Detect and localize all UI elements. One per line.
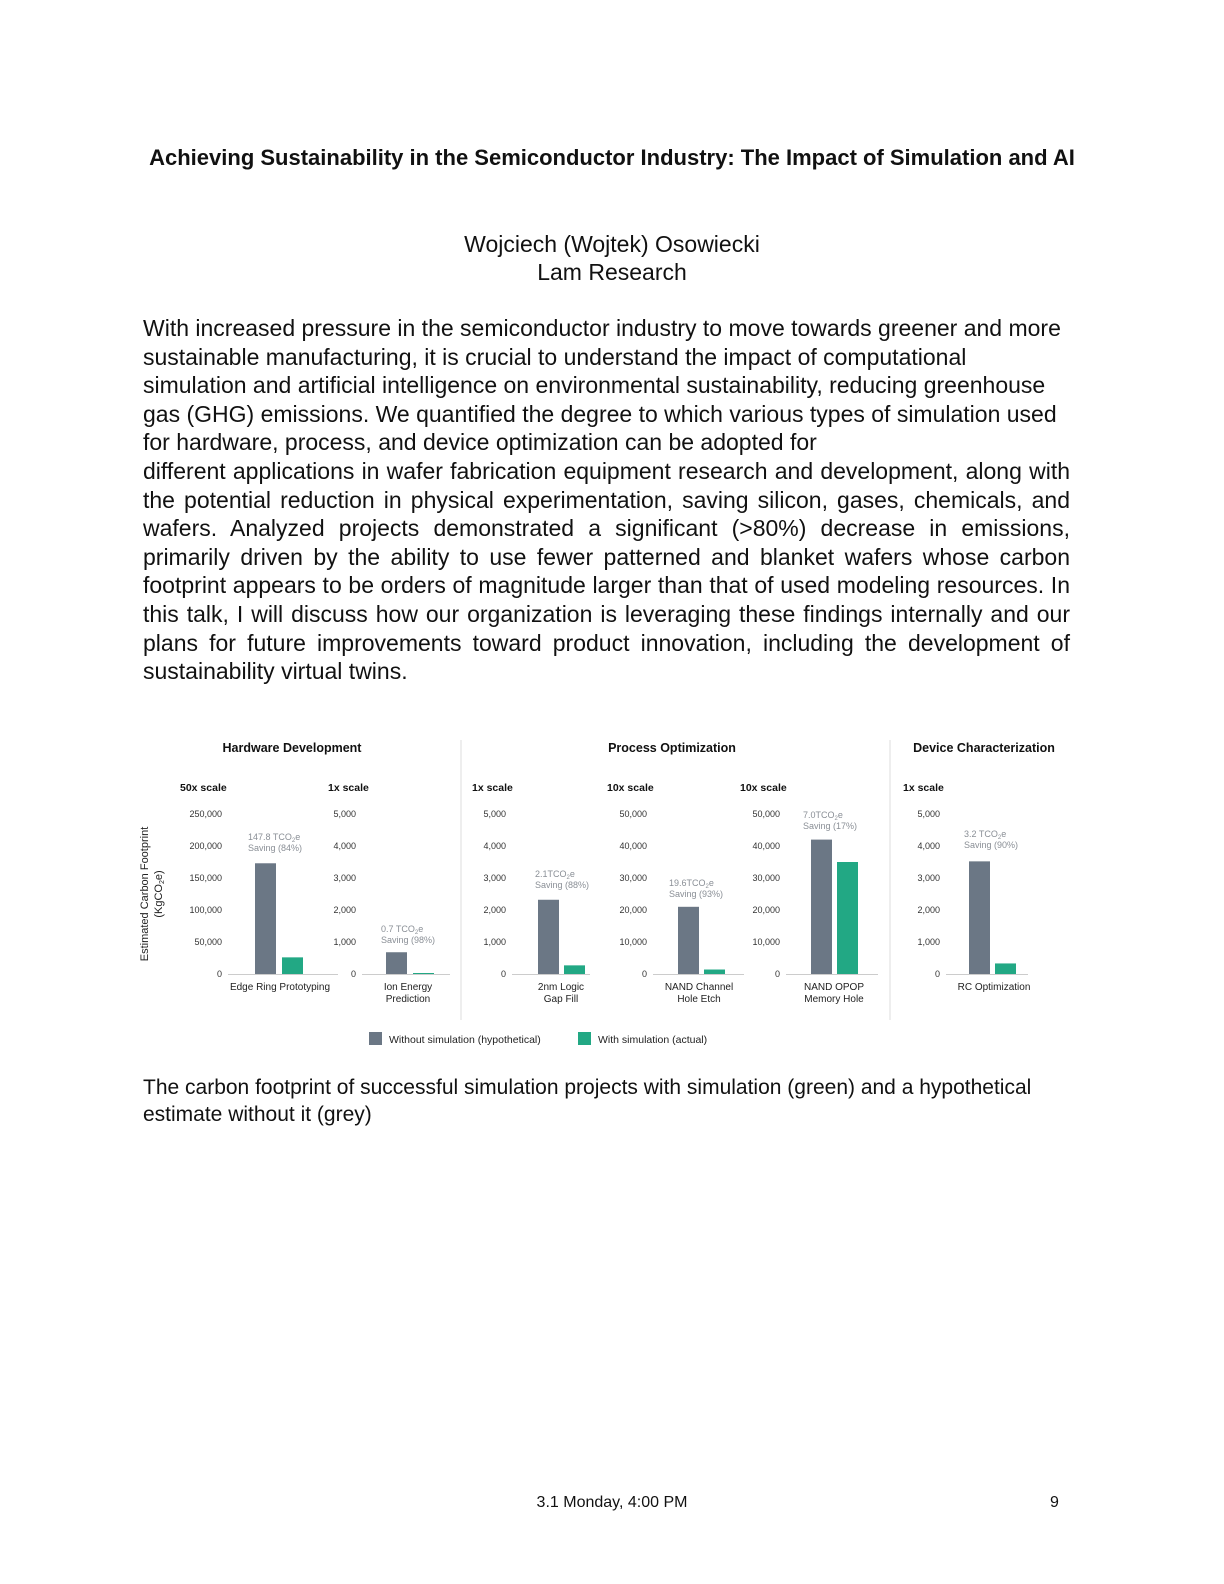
- tick-label: 0: [641, 969, 647, 979]
- tick-label: 20,000: [619, 905, 647, 915]
- bar-with-simulation: [837, 862, 858, 974]
- tick-label: 20,000: [752, 905, 780, 915]
- saving-annotation: 3.2 $TCO_2e$: [964, 829, 1007, 841]
- chart-ylabel-units: (KgCO2e): [153, 870, 166, 918]
- bar-without-simulation: [678, 907, 699, 974]
- author-affiliation: Lam Research: [537, 259, 687, 285]
- figure-caption: The carbon footprint of successful simulation projects with simulation (green) and a hypothetical estimate without it (grey): [143, 1076, 1032, 1126]
- category-label-line2: Hole Etch: [677, 994, 721, 1005]
- tick-label: 0: [934, 969, 940, 979]
- category-label: NAND Channel: [664, 982, 734, 993]
- tick-label: 150,000: [189, 873, 222, 883]
- abstract: [143, 314, 1070, 686]
- abstract-paragraph-2: different applications in wafer fabrication equipment research and development, along with the potential reduction in physical experimentation, saving silicon, gases, chemicals, and wafers. Analyzed projects demonstrated a significant (>80%) decrease in emissions, primarily driven by the ability to use fewer patterned and blanket wafers whose carbon footprint appears to be orders of magnitude larger than that of used modeling resources. In this talk, I will discuss how our organization is leveraging these findings internally and our plans for future improvements toward product innovation, including the development of sustainability virtual twins.: [143, 457, 1070, 685]
- saving-percentage: Saving (98%): [381, 935, 436, 945]
- tick-label: 5,000: [483, 809, 506, 819]
- saving-annotation: 147.8 $TCO_2e$: [248, 832, 301, 844]
- tick-label: 2,000: [333, 905, 356, 915]
- saving-percentage: Saving (93%): [669, 889, 724, 899]
- tick-label: 4,000: [917, 841, 940, 851]
- saving-annotation: $2.1TCO_2e$: [535, 869, 575, 881]
- bar-with-simulation: [413, 973, 434, 974]
- tick-label: 1,000: [483, 937, 506, 947]
- author-block: [140, 230, 1084, 286]
- carbon-footprint-figure: [138, 728, 1078, 1058]
- legend-swatch: [369, 1032, 382, 1045]
- page-number: 9: [1050, 1494, 1059, 1511]
- bar-without-simulation: [969, 861, 990, 974]
- scale-label: 50x scale: [180, 782, 227, 794]
- tick-label: 5,000: [917, 809, 940, 819]
- tick-label: 4,000: [483, 841, 506, 851]
- category-label: Ion Energy: [383, 982, 433, 993]
- tick-label: 4,000: [333, 841, 356, 851]
- category-label-line2: Gap Fill: [543, 994, 579, 1005]
- tick-label: 0: [216, 969, 222, 979]
- chart-ylabel: Estimated Carbon Footprint: [139, 826, 151, 962]
- tick-label: 30,000: [752, 873, 780, 883]
- bar-without-simulation: [538, 900, 559, 974]
- bar-without-simulation: [811, 840, 832, 974]
- tick-label: 10,000: [619, 937, 647, 947]
- tick-label: 100,000: [189, 905, 222, 915]
- category-label: RC Optimization: [957, 982, 1031, 993]
- paper-title: Achieving Sustainability in the Semiconductor Industry: The Impact of Simulation and AI: [149, 145, 1075, 170]
- tick-label: 1,000: [333, 937, 356, 947]
- saving-annotation: $19.6TCO_2e$: [669, 878, 714, 890]
- scale-label: 1x scale: [903, 782, 944, 794]
- bar-with-simulation: [704, 970, 725, 974]
- tick-label: 3,000: [333, 873, 356, 883]
- scale-label: 10x scale: [607, 782, 654, 794]
- bar-with-simulation: [564, 965, 585, 974]
- carbon-footprint-chart: [138, 728, 1078, 1058]
- category-label: 2nm Logic: [537, 982, 585, 993]
- legend-label: Without simulation (hypothetical): [389, 1034, 541, 1046]
- tick-label: 0: [774, 969, 780, 979]
- saving-percentage: Saving (88%): [535, 880, 590, 890]
- bar-without-simulation: [386, 952, 407, 974]
- section-title: Hardware Development: [222, 741, 362, 755]
- bar-without-simulation: [255, 863, 276, 974]
- scale-label: 1x scale: [328, 782, 369, 794]
- saving-percentage: Saving (90%): [964, 840, 1019, 850]
- tick-label: 200,000: [189, 841, 222, 851]
- footer-session: 3.1 Monday, 4:00 PM: [536, 1494, 688, 1511]
- tick-label: 2,000: [917, 905, 940, 915]
- saving-annotation: $7.0TCO_2e$: [803, 810, 843, 822]
- section-title: Process Optimization: [608, 741, 736, 755]
- legend-label: With simulation (actual): [598, 1034, 708, 1046]
- scale-label: 10x scale: [740, 782, 787, 794]
- scale-label: 1x scale: [472, 782, 513, 794]
- tick-label: 40,000: [752, 841, 780, 851]
- tick-label: 250,000: [189, 809, 222, 819]
- tick-label: 0: [500, 969, 506, 979]
- tick-label: 0: [350, 969, 356, 979]
- category-label-line2: Memory Hole: [804, 994, 864, 1005]
- legend-swatch: [578, 1032, 591, 1045]
- category-label: Edge Ring Prototyping: [229, 982, 331, 993]
- author-name: Wojciech (Wojtek) Osowiecki: [464, 231, 760, 257]
- tick-label: 30,000: [619, 873, 647, 883]
- tick-label: 50,000: [619, 809, 647, 819]
- category-label-line2: Prediction: [385, 994, 431, 1005]
- tick-label: 3,000: [483, 873, 506, 883]
- saving-annotation: 0.7 $TCO_2e$: [381, 924, 424, 936]
- abstract-paragraph-1: With increased pressure in the semiconductor industry to move towards greener and more sustainable manufacturing, it is crucial to understand the impact of computational simulation and artificial intelligence on environmental sustainability, reducing greenhouse gas (GHG) emissions. We quantified the degree to which various types of simulation used for hardware, process, and device optimization can be adopted for: [143, 315, 1061, 456]
- tick-label: 3,000: [917, 873, 940, 883]
- saving-percentage: Saving (84%): [248, 843, 303, 853]
- tick-label: 50,000: [194, 937, 222, 947]
- tick-label: 40,000: [619, 841, 647, 851]
- category-label: NAND OPOP: [803, 982, 865, 993]
- bar-with-simulation: [995, 963, 1016, 974]
- tick-label: 5,000: [333, 809, 356, 819]
- tick-label: 1,000: [917, 937, 940, 947]
- tick-label: 2,000: [483, 905, 506, 915]
- tick-label: 50,000: [752, 809, 780, 819]
- saving-percentage: Saving (17%): [803, 821, 858, 831]
- section-title: Device Characterization: [913, 741, 1055, 755]
- tick-label: 10,000: [752, 937, 780, 947]
- bar-with-simulation: [282, 957, 303, 974]
